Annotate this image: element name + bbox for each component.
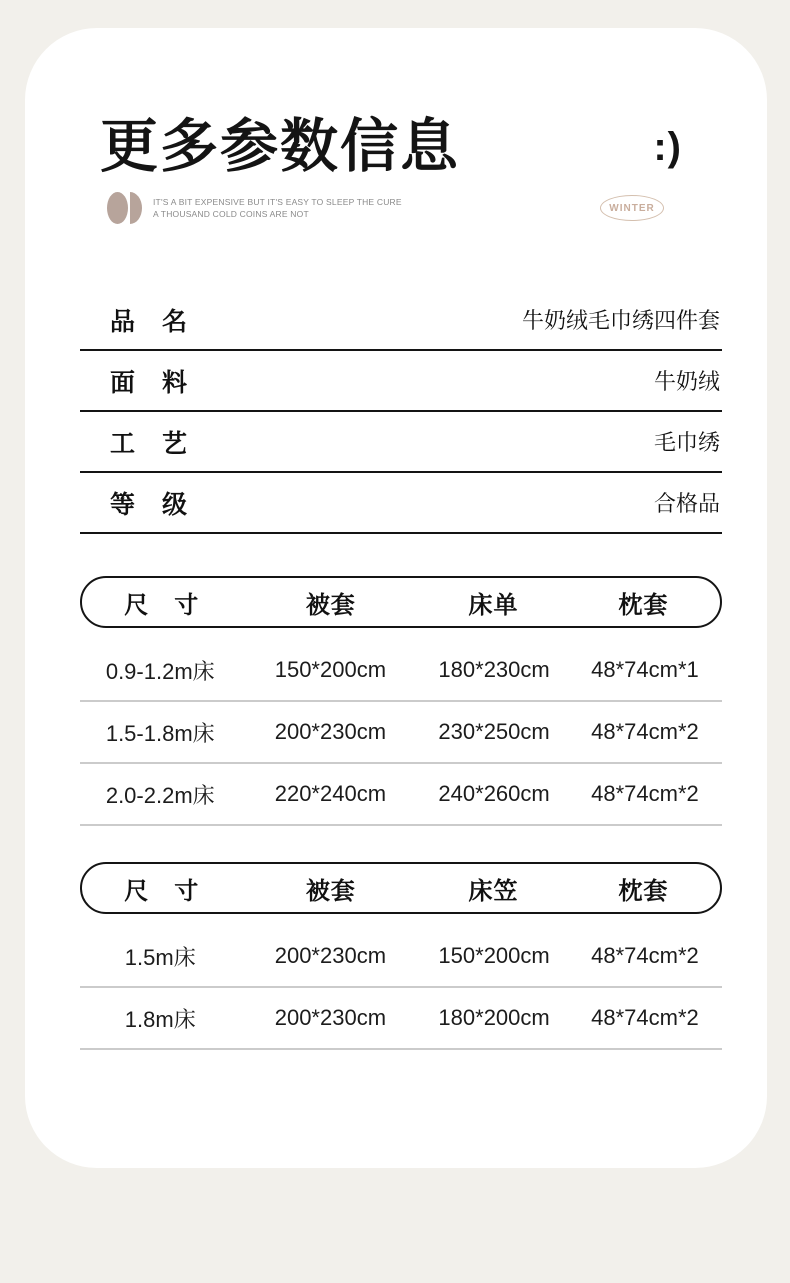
spec-row-product-name (80, 290, 722, 351)
cell-bed-size: 0.9-1.2m床 (105, 658, 215, 684)
column-header-fitted-sheet: 床笠 (468, 877, 519, 905)
tagline (153, 196, 402, 221)
cell-flat-sheet: 240*260cm (438, 781, 550, 806)
table-row (80, 988, 722, 1050)
cell-pillowcase: 48*74cm*2 (591, 1005, 699, 1030)
cell-pillowcase: 48*74cm*1 (591, 657, 699, 682)
brand-icon (107, 192, 142, 224)
spec-label: 工 艺 (110, 429, 189, 458)
column-header-pillowcase: 枕套 (618, 877, 669, 905)
cell-pillowcase: 48*74cm*2 (591, 719, 699, 744)
spec-value: 合格品 (653, 491, 720, 516)
spec-value: 毛巾绣 (653, 430, 720, 455)
cell-pillowcase: 48*74cm*2 (591, 943, 699, 968)
header (80, 114, 722, 179)
cell-bed-size: 1.5-1.8m床 (105, 720, 215, 746)
size-table-header (80, 862, 722, 914)
cell-flat-sheet: 180*230cm (438, 657, 550, 682)
oval-shape-icon (107, 192, 128, 224)
spec-label: 面 料 (110, 368, 189, 397)
spec-row-craft (80, 412, 722, 473)
spec-table (80, 290, 722, 534)
cell-flat-sheet: 230*250cm (438, 719, 550, 744)
size-table-body (80, 640, 722, 826)
spec-label: 品 名 (110, 307, 189, 336)
cell-duvet-cover: 220*240cm (274, 781, 387, 806)
cell-bed-size: 1.5m床 (124, 944, 196, 970)
column-header-size: 尺 寸 (124, 591, 200, 619)
cell-fitted-sheet: 150*200cm (438, 943, 550, 968)
cell-duvet-cover: 150*200cm (274, 657, 387, 682)
size-table-body (80, 926, 722, 1050)
size-table-sheet (80, 576, 722, 826)
cell-bed-size: 1.8m床 (124, 1006, 196, 1032)
tagline-line1: IT'S A BIT EXPENSIVE BUT IT'S EASY TO SLEEP THE CURE (153, 196, 402, 207)
table-row (80, 764, 722, 826)
cell-pillowcase: 48*74cm*2 (591, 781, 699, 806)
table-row (80, 926, 722, 988)
tagline-line2: A THOUSAND COLD COINS ARE NOT (153, 209, 309, 219)
spec-value: 牛奶绒毛巾绣四件套 (521, 308, 720, 333)
half-oval-shape-icon (130, 192, 142, 224)
column-header-duvet-cover: 被套 (305, 877, 356, 905)
column-header-pillowcase: 枕套 (618, 591, 669, 619)
table-row (80, 702, 722, 764)
table-row (80, 640, 722, 702)
cell-duvet-cover: 200*230cm (274, 1005, 387, 1030)
column-header-size: 尺 寸 (124, 877, 200, 905)
spec-label: 等 级 (110, 490, 189, 519)
spec-row-fabric (80, 351, 722, 412)
page-title: 更多参数信息 (100, 114, 461, 179)
cell-duvet-cover: 200*230cm (274, 943, 387, 968)
spec-row-grade (80, 473, 722, 534)
cell-fitted-sheet: 180*200cm (438, 1005, 550, 1030)
winter-badge: WINTER (600, 195, 664, 221)
spec-value: 牛奶绒 (653, 369, 720, 394)
product-info-card (25, 28, 767, 1168)
cell-duvet-cover: 200*230cm (274, 719, 387, 744)
size-table-fitted (80, 862, 722, 1050)
size-table-header (80, 576, 722, 628)
cell-bed-size: 2.0-2.2m床 (105, 782, 215, 808)
smiley-text: :) (653, 124, 682, 169)
header-subrow (80, 192, 722, 224)
column-header-flat-sheet: 床单 (468, 591, 519, 619)
column-header-duvet-cover: 被套 (305, 591, 356, 619)
